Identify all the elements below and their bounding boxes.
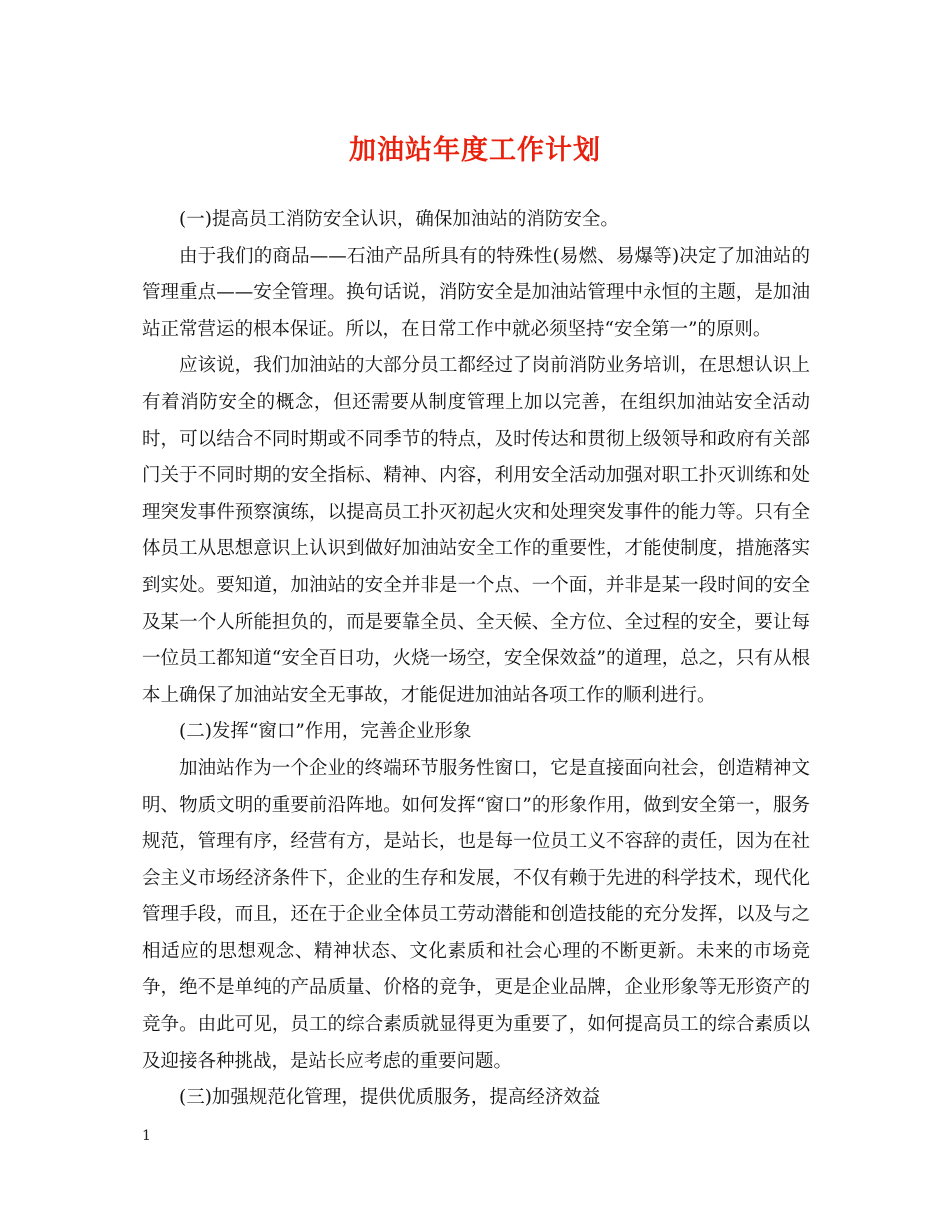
paragraph: 加油站作为一个企业的终端环节服务性窗口，它是直接面向社会，创造精神文明、物质文明的重要前沿阵地。如何发挥“窗口”的形象作用，做到安全第一，服务规范，管理有序，经营有方，是站长，也是每一位员工义不容辞的责任，因为在社会主义市场经济条件下，企业的生存和发展，不仅有赖于先进的科学技术，现代化管理手段，而且，还在于企业全体员工劳动潜能和创造技能的充分发挥，以及与之相适应的思想观念、精神状态、文化素质和社会心理的不断更新。未来的市场竞争，绝不是单纯的产品质量、价格的竞争，更是企业品牌，企业形象等无形资产的竞争。由此可见，员工的综合素质就显得更为重要了，如何提高员工的综合素质以及迎接各种挑战，是站长应考虑的重要问题。 <box>142 757 810 1072</box>
section-heading-1: (一)提高员工消防安全认识，确保加油站的消防安全。 <box>179 209 619 230</box>
section-heading-2: (二)发挥“窗口”作用，完善企业形象 <box>179 721 472 743</box>
document-title: 加油站年度工作计划 <box>349 135 601 166</box>
paragraph: 应该说，我们加油站的大部分员工都经过了岗前消防业务培训，在思想认识上有着消防安全的概念，但还需要从制度管理上加以完善，在组织加油站安全活动时，可以结合不同时期或不同季节的特点，及时传达和贯彻上级领导和政府有关部门关于不同时期的安全指标、精神、内容，利用安全活动加强对职工扑灭训练和处理突发事件预察演练，以提高员工扑灭初起火灾和处理突发事件的能力等。只有全体员工从思想意识上认识到做好加油站安全工作的重要性，才能使制度，措施落实到实处。要知道，加油站的安全并非是一个点、一个面，并非是某一段时间的安全及某一个人所能担负的，而是要靠全员、全天候、全方位、全过程的安全，要让每一位员工都知道“安全百日功，火烧一场空，安全保效益”的道理，总之，只有从根本上确保了加油站安全无事故，才能促进加油站各项工作的顺利进行。 <box>142 355 810 706</box>
paragraph: 由于我们的商品——石油产品所具有的特殊性(易燃、易爆等)决定了加油站的管理重点——安全管理。换句话说，消防安全是加油站管理中永恒的主题，是加油站正常营运的根本保证。所以，在日常工作中就必须坚持“安全第一”的原则。 <box>142 245 810 340</box>
section-heading-3: (三)加强规范化管理，提供优质服务，提高经济效益 <box>179 1087 601 1109</box>
document-body <box>142 202 810 1117</box>
page-number: 1 <box>142 1128 151 1144</box>
